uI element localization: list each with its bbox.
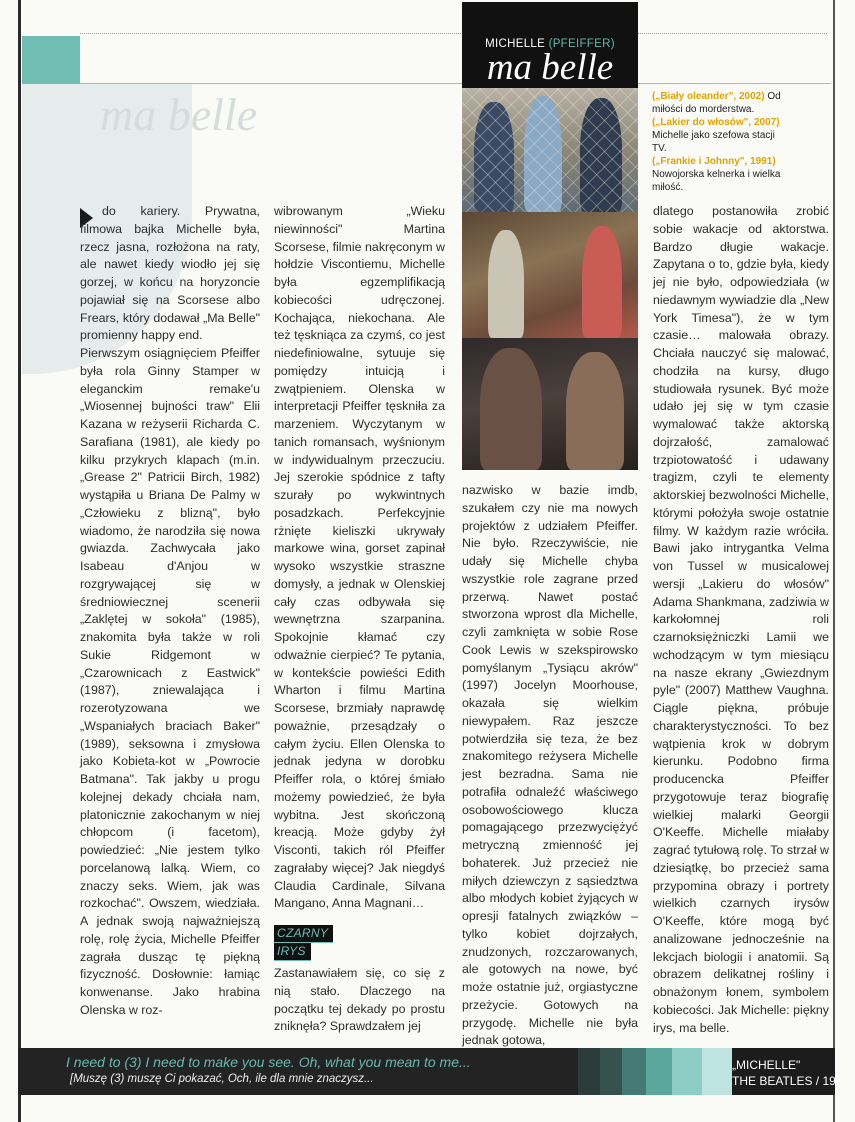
subheading-line: CZARNY [274,925,333,943]
footer-lyric-english: I need to (3) I need to make you see. Oh, what you mean to me... [66,1054,471,1070]
title-surname: (PFEIFFER) [548,38,615,50]
photo-hairspray [462,212,638,338]
article-column-1 [80,203,260,1020]
footer-artist-page: THE BEATLES / 19 [732,1074,836,1088]
page-right-edge [833,0,835,1122]
photo-captions [652,90,792,194]
caption-item [652,90,792,116]
caption-text: Michelle jako szefowa stacji TV. [652,130,775,154]
caption-item [652,116,792,155]
paragraph: dlatego postanowiła zrobić sobie wakacje od aktorstwa. Bardzo długie wakacje. Zapytana o to, gdzie była, kiedy jej nie było, odpowiedziała (w niedawnym wywiadzie dla „New York Timesa"), że w tym czasie… malowała obrazy. Chciała nauczyć się malować, chodziła na kursy, długo studiowała rysunek. Być może udało jej się w tym czasie wymalować także aktorską dojrzałość, zamalować trzpiotowatość i udawany tragizm, czyli te elementy aktorskiej bezwolności Michelle, którymi położyła swoje ostatnie filmy. W każdym razie wróciła. Bawi jako intrygantka Velma von Tussel w musicalowej wersji „Lakieru do włosów" Adama Shankmana, zadziwia w karkołomnej roli czarnoksiężniczki Lamii we wchodzącym w tym miesiącu na nasze ekrany „Gwiezdnym pyle" (2007) Matthew Vaughna. Ciągle piękna, próbuje charakterystyczności. To bez wątpienia krok w dobrym kierunku. Podobno firma producencka Pfeiffer przygotowuje teraz biografię wielkiej malarki Georgii O'Keeffe. Michelle miałaby zagrać tytułową rolę. To strzał w dziesiątkę, bo przecież sama przypomina obrazy i portrety wielkich czarnych irysów O'Keeffe, które mogą być analizowane jednocześnie na lekcjach biologii i anatomii. Są obrazem delikatnej rośliny i obnażonym łonem, symbolem kobiecości. Jak Michelle: piękny irys, ma belle. [653,204,829,1035]
caption-item [652,155,792,194]
title-name: MICHELLE [485,38,546,50]
subheading-line: IRYS [274,943,311,961]
article-title-box [462,2,638,88]
paragraph: Pierwszym osiągnięciem Pfeiffer była rola Ginny Stamper w eleganckim remake'u „Wiosennej bujności traw" Elii Kazana w reżyserii Richarda C. Sarafiana (1981), ale kiedy po kilku przykrych klapach (m.in. „Grease 2" Patricii Birch, 1982) wystąpiła u Briana De Palmy w „Człowieku z blizną", było wiadomo, że narodziła się nowa gwiazda. Zachwycała jako Isabeau d'Anjou w rozgrywającej się w średniowiecznej scenerii „Zaklętej w sokoła" (1985), znakomita była także w roli Sukie Ridgemont w „Czarownicach z Eastwick" (1987), zniewalająca i rozerotyzowana we „Wspaniałych braciach Baker" (1989), seksowna i zmysłowa jako Kobieta-kot w „Powrocie Batmana". Tak jakby u progu kolejnej dekady chciała nam, platonicznie zakochanym w niej chłopcom (i facetom), powiedzieć: „Nie jestem tylko porcelanową lalką. Wiem, co znaczy seks. Wiem, jak was rozkochać". Owszem, wiedziała. A jednak swoją najważniejszą rolę, rolę życia, Michelle Pfeiffer zagrała dusząc tę piękną fizyczność. Dosłownie: łamiąc konwenanse. Jako hrabina Olenska w roz- [80,346,260,1017]
paragraph: Zastanawiałem się, co się z nią stało. Dlaczego na początku tej dekady po prostu zniknęła? Sprawdzałem jej [274,966,445,1034]
article-column-4 [653,203,829,1063]
caption-title: („Biały oleander", 2002) [652,91,765,102]
paragraph: nazwisko w bazie imdb, szukałem czy nie ma nowych projektów z udziałem Pfeiffer. Nie było. Rzeczywiście, nie udały się Michelle chyba wszystkie role zagrane przed przerwą. Nawet postać stworzona wprost dla Michelle, czyli zamknięta w sobie Rose Cook Lewis w szekspirowsko pomyślanym „Tysiącu akrów" (1997) Jocelyn Moorhouse, okazała się wielkim niewypałem. Raz jeszcze potwierdziła się teza, że bez znakomitego reżysera Michelle jest bezradna. Sama nie potrafiła odnaleźć właściwego osobowościowego klucza pomagającego przezwyciężyć metryczną zmienność jej bohaterek. Już przecież nie miłych dziewczyn z sąsiedztwa albo młodych kobiet żyjących w opresji fatalnych związków – tylko kobiet dojrzałych, znudzonych, rozczarowanych, ale gotowych na nowe, być może ostatnie już, orgiastyczne przeżycie. Gotowych na przygodę. Michelle nie była jednak gotowa, [462,483,638,1048]
paragraph: wibrowanym „Wieku niewinności" Martina Scorsese, filmie nakręconym w hołdzie Viscontiemu, Michelle była egzemplifikacją kobiecości udręczonej. Kochająca, niekochana. Ale też tęskniąca za czymś, co jest niedefiniowalne, sytuuje się pomiędzy intuicją i zwątpieniem. Olenska w interpretacji Pfeiffer tęskniła za marzeniem. Wyczytanym w tanich romansach, wyśnionym w indywidualnym przeczuciu. Jej szerokie spódnice z tafty szurały po wykwintnych posadzkach. Perfekcyjnie rżnięte kieliszki ukrywały markowe wina, gorset zapinał wysoko wszystkie straszne domysły, a jednak w Olenskiej cały czas odbywała się wewnętrzna szarpanina. Spokojnie kłamać czy odważnie cierpieć? Te pytania, w kontekście powieści Edith Wharton i filmu Martina Scorsese, brzmiały naprawdę poważnie, przesądzały o całym życiu. Ellen Olenska to jednak jedyna w dorobku Pfeiffer rola, o której śmiało możemy powiedzieć, że była wybitna. Jest skończoną kreacją. Może gdyby żył Visconti, takich ról Pfeiffer zagrałaby więcej? Jak niegdyś Claudia Cardinale, Silvana Mangano, Anna Magnani… [274,204,445,911]
caption-title: („Frankie i Johnny", 1991) [652,156,776,167]
page-title: ma belle [486,47,614,88]
teal-accent-block [22,36,80,84]
caption-text: Nowojorska kelnerka i wielka miłość. [652,169,781,193]
article-column-3 [462,482,638,1050]
photo-frankie-and-johnny [462,338,638,470]
top-dotted-rule [80,33,827,34]
article-column-2 [274,203,445,1036]
background-ghost-title: ma belle [100,89,258,140]
footer-lyric-polish: [Muszę (3) muszę Ci pokazać, Och, ile dla mnie znaczysz... [70,1073,374,1085]
caption-text: Od miłości do morderstwa. [652,91,781,115]
subheading [274,925,445,961]
header-rule [80,83,831,84]
footer-song-title: „MICHELLE" [732,1058,801,1072]
paragraph: do kariery. Prywatna, filmowa bajka Michelle była, rzecz jasna, rozłożona na raty, ale nawet kiedy wiodło jej się gorzej, w końcu na horyzoncie pojawiał się na Scorsese albo Frears, który dodawał „Ma Belle" promienny happy end. [80,204,260,343]
caption-title: („Lakier do włosów", 2007) [652,117,780,128]
photo-white-oleander [462,88,638,212]
page-binding-edge [18,0,21,1122]
